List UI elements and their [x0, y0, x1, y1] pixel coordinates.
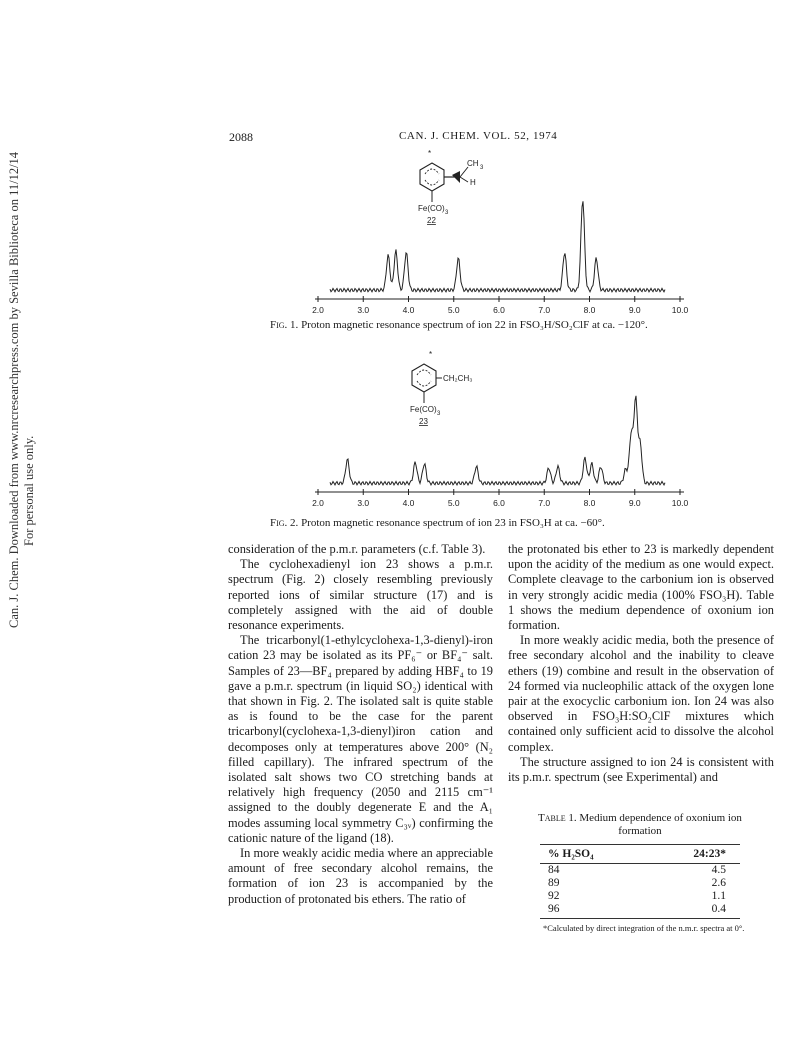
ring-hexagon — [412, 364, 436, 392]
table-1-caption — [535, 812, 745, 838]
table-row — [540, 890, 740, 903]
iron-tricarbonyl-label: Fe(CO) — [410, 405, 437, 414]
figure-2-caption-label: Fig. 2. — [270, 517, 299, 529]
right-text-column — [508, 542, 774, 785]
table-row — [540, 903, 740, 919]
cation-star: * — [428, 149, 432, 158]
spectrum-2-peaks — [347, 402, 640, 472]
cation-star: * — [429, 350, 433, 359]
fig2-tick-label: 4.0 — [402, 498, 415, 508]
ethyl-label: CH₂CH₃ — [443, 374, 473, 383]
figure-1-caption-text: Proton magnetic resonance spectrum of ion 22 in FSO₃H/SO₂ClF at ca. −120°. — [301, 319, 648, 331]
table-1-footnote: *Calculated by direct integration of the n.m.r. spectra at 0°. — [543, 923, 745, 933]
iron-subscript: 3 — [445, 210, 449, 216]
running-head: CAN. J. CHEM. VOL. 52, 1974 — [399, 130, 558, 142]
fig2-tick-label: 6.0 — [493, 498, 505, 508]
figure-2-caption — [270, 517, 790, 529]
cell-acid-percent: 92 — [548, 890, 560, 902]
right-paragraph-2: In more weakly acidic media, both the presence of free secondary alcohol and the inability to cleave ethers (19) combine and result in the observation of 24 formed via nucleophilic attack of the oxygen lone pair at the exocyclic carbonium ion. Ion 24 was also observed in FSO₃H:SO₂ClF mixtures which contained only sufficient acid to dissolve the alcohol complex. — [508, 633, 774, 754]
fig1-tick-label: 4.0 — [402, 305, 415, 315]
table-1-grid — [540, 844, 740, 919]
watermark-line-2: For personal use only. — [22, 435, 36, 546]
left-paragraph-4: In more weakly acidic media where an appreciable amount of free secondary alcohol remains, the formation of ion 23 is accompanied by the production of protonated bis ethers. The ratio of — [228, 846, 493, 906]
fig2-tick-label: 9.0 — [628, 498, 641, 508]
figure-2 — [310, 350, 710, 515]
fig2-tick-label: 3.0 — [357, 498, 370, 508]
table-1-caption-label: Table 1. — [538, 812, 577, 824]
cell-acid-percent: 89 — [548, 877, 560, 889]
table-row — [540, 877, 740, 890]
hydrogen-bond — [460, 177, 468, 182]
spectrum-1-trace — [330, 201, 665, 291]
figure-1-caption-label: Fig. 1. — [270, 319, 299, 331]
table-1 — [535, 812, 745, 933]
methyl-subscript: 3 — [480, 165, 484, 171]
figure-1-caption — [270, 319, 790, 331]
fig2-tick-label: 5.0 — [447, 498, 460, 508]
fig1-tick-label: 8.0 — [583, 305, 596, 315]
figure-1 — [310, 149, 710, 317]
compound-number-23: 23 — [419, 417, 428, 426]
figure-1-svg — [310, 149, 710, 317]
ion-23-structure — [410, 350, 472, 426]
left-paragraph-1: consideration of the p.m.r. parameters (c.f. Table 3). — [228, 542, 486, 556]
cell-acid-percent: 84 — [548, 864, 560, 876]
table-1-caption-text: Medium dependence of oxonium ion formation — [579, 812, 742, 837]
fig1-tick-label: 10.0 — [671, 305, 689, 315]
iron-tricarbonyl-label: Fe(CO) — [418, 204, 445, 213]
fig2-tick-label: 8.0 — [583, 498, 596, 508]
cell-ratio: 4.5 — [711, 864, 726, 876]
compound-number-22: 22 — [427, 216, 436, 225]
spectrum-2-trace — [330, 396, 665, 485]
table-row — [540, 864, 740, 878]
figure-2-svg — [310, 350, 710, 515]
header-acid-percent: % H₂SO₄ — [540, 845, 646, 864]
fig1-tick-label: 3.0 — [357, 305, 370, 315]
ring-hexagon — [420, 163, 444, 191]
methyl-bond — [460, 167, 468, 177]
fig1-tick-label: 9.0 — [628, 305, 641, 315]
header-ratio: 24:23* — [646, 845, 740, 864]
left-paragraph-2: The cyclohexadienyl ion 23 shows a p.m.r. spectrum (Fig. 2) closely resembling previously reported ions of similar structure (17) and is completely assigned with the aid of double resonance experiments. — [228, 557, 493, 633]
left-text-column — [228, 542, 493, 907]
right-paragraph-1: the protonated bis ether to 23 is markedly dependent upon the acidity of the medium as one would expect. Complete cleavage to the carbonium ion is observed in very strongly acidic media (100% FSO₃H). Table 1 shows the medium dependence of oxonium ion formation. — [508, 542, 774, 633]
table-header-row — [540, 845, 740, 864]
iron-subscript: 3 — [437, 411, 441, 417]
left-paragraph-3: The tricarbonyl(1-ethylcyclohexa-1,3-dienyl)-iron cation 23 may be isolated as its PF₆⁻ or BF₄⁻ salt. Samples of 23—BF₄ prepared by adding HBF₄ to 19 gave a p.m.r. spectrum (in liquid SO₂) identical with that shown in Fig. 2. The isolated salt is quite stable as is found to be the case for the parent tricarbonyl(cyclohexa-1,3-dienyl)iron cation and decomposes only at temperatures above 200° (N₂ filled capillary). The infrared spectrum of the isolated salt shows two CO stretching bands at relatively high frequency (2050 and 2115 cm⁻¹ assigned to the doubly degenerate E and the A₁ modes assuming local symmetry C₃ᵥ) confirming the cationic nature of the ligand (18). — [228, 633, 493, 845]
cell-ratio: 0.4 — [646, 903, 740, 919]
fig1-tick-label: 5.0 — [447, 305, 460, 315]
methyl-label: CH — [467, 159, 479, 168]
fig2-tick-label: 10.0 — [671, 498, 689, 508]
page-number: 2088 — [229, 130, 253, 144]
ion-22-structure — [418, 149, 484, 225]
fig1-tick-label: 6.0 — [493, 305, 505, 315]
right-paragraph-3: The structure assigned to ion 24 is consistent with its p.m.r. spectrum (see Experimental) and — [508, 754, 774, 785]
cell-acid-percent: 96 — [540, 903, 646, 919]
fig2-tick-label: 7.0 — [538, 498, 551, 508]
watermark-line-1: Can. J. Chem. Downloaded from www.nrcresearchpress.com by Sevilla Biblioteca on 11/12/14 — [7, 151, 21, 628]
ring-delocalization — [417, 370, 431, 386]
fig2-tick-label: 2.0 — [312, 498, 324, 508]
cell-ratio: 1.1 — [711, 890, 726, 902]
cell-ratio: 2.6 — [711, 877, 726, 889]
ring-delocalization — [425, 169, 439, 185]
fig1-tick-label: 7.0 — [538, 305, 551, 315]
figure-2-caption-text: Proton magnetic resonance spectrum of ion 23 in FSO₃H at ca. −60°. — [301, 517, 605, 529]
download-watermark — [2, 151, 42, 630]
fig1-tick-label: 2.0 — [312, 305, 324, 315]
hydrogen-label: H — [470, 178, 476, 187]
